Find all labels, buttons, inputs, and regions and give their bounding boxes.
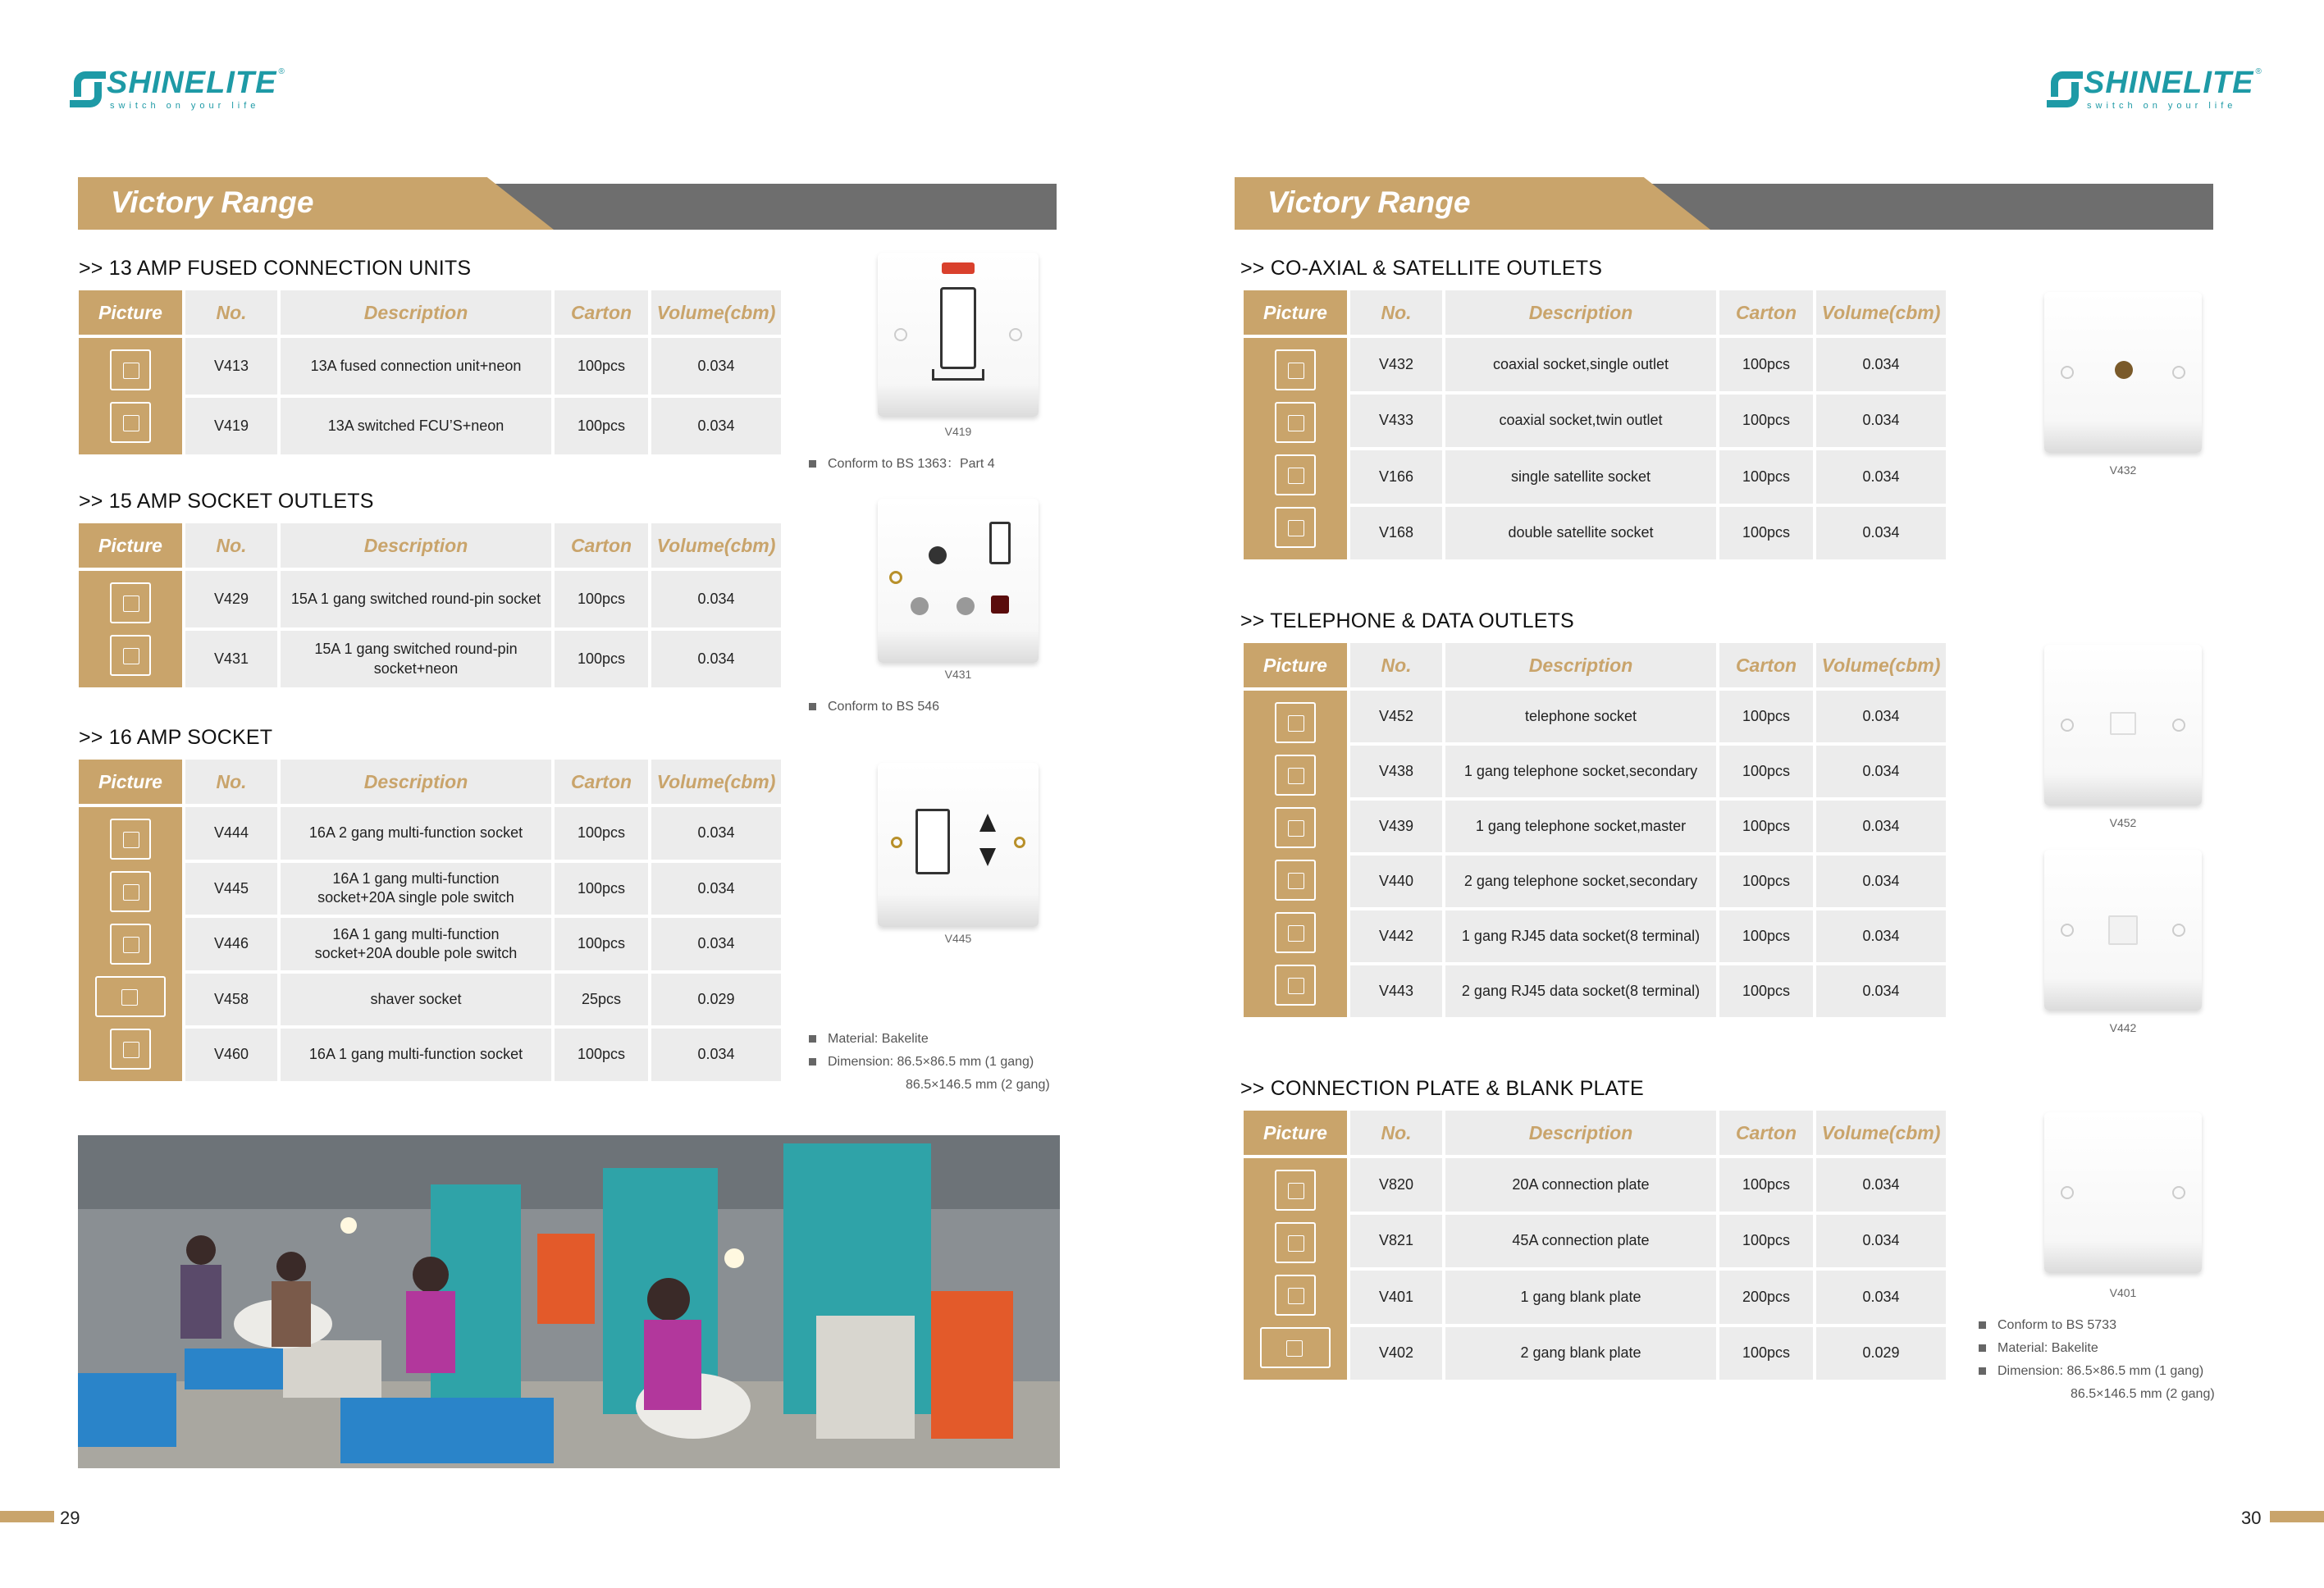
col-volume: Volume(cbm) (1816, 643, 1946, 687)
col-description: Description (1445, 643, 1716, 687)
switch-rocker-icon (989, 522, 1011, 564)
page-number-bar (0, 1511, 54, 1522)
product-caption: V401 (2109, 1286, 2137, 1299)
screw-hole-icon (2061, 719, 2074, 732)
carton: 25pcs (555, 974, 648, 1026)
section-title: >> 13 AMP FUSED CONNECTION UNITS (79, 257, 472, 280)
product-thumbnail-icon (1275, 402, 1316, 443)
description: 1 gang RJ45 data socket(8 terminal) (1445, 910, 1716, 962)
carton: 100pcs (1719, 1215, 1813, 1268)
table-row (1244, 395, 1946, 448)
spec-notes-block (1979, 1314, 2215, 1406)
col-volume: Volume(cbm) (651, 290, 781, 335)
description: 16A 1 gang multi-function socket+20A double pole switch (281, 918, 551, 970)
section-title: >> 15 AMP SOCKET OUTLETS (79, 490, 374, 513)
model-no: V445 (185, 863, 277, 915)
screw-hole-icon (2172, 366, 2185, 379)
col-no: No. (185, 290, 277, 335)
table-row (79, 863, 781, 915)
col-carton: Carton (555, 523, 648, 568)
col-description: Description (1445, 1111, 1716, 1155)
factory-photo (78, 1135, 1060, 1468)
description: 15A 1 gang switched round-pin socket (281, 571, 551, 627)
model-no: V433 (1350, 395, 1442, 448)
carton: 100pcs (1719, 1158, 1813, 1212)
model-no: V452 (1350, 691, 1442, 742)
product-thumbnail-icon (110, 924, 151, 965)
carton: 200pcs (1719, 1271, 1813, 1324)
volume: 0.034 (1816, 691, 1946, 742)
table-row (1244, 338, 1946, 391)
volume: 0.029 (651, 974, 781, 1026)
volume: 0.034 (1816, 395, 1946, 448)
col-no: No. (185, 523, 277, 568)
volume: 0.029 (1816, 1327, 1946, 1380)
banner-title: Victory Range (111, 185, 314, 219)
table-row (1244, 856, 1946, 907)
carton: 100pcs (555, 338, 648, 395)
table-row (79, 631, 781, 687)
screw-hole-icon (2061, 924, 2074, 937)
screw-hole-icon (1009, 328, 1022, 341)
note-text: Conform to BS 546 (828, 700, 940, 714)
table-row (79, 338, 781, 395)
brand-tagline: switch on your life (2087, 101, 2237, 111)
picture-cell (1244, 691, 1347, 1017)
screw-hole-icon (2061, 366, 2074, 379)
model-no: V432 (1350, 338, 1442, 391)
volume: 0.034 (651, 863, 781, 915)
col-carton: Carton (1719, 290, 1813, 335)
model-no: V438 (1350, 746, 1442, 797)
picture-cell (79, 571, 182, 687)
volume: 0.034 (651, 631, 781, 687)
picture-cell (1244, 1158, 1347, 1380)
spec-table-plates (1240, 1107, 1949, 1383)
range-banner-left (78, 177, 1057, 230)
volume: 0.034 (651, 338, 781, 395)
picture-cell (79, 338, 182, 454)
carton: 100pcs (1719, 395, 1813, 448)
telephone-jack-icon (2110, 712, 2136, 735)
brand-name: SHINELITE (2084, 66, 2254, 100)
model-no: V444 (185, 807, 277, 860)
carton: 100pcs (555, 571, 648, 627)
model-no: V413 (185, 338, 277, 395)
col-volume: Volume(cbm) (1816, 290, 1946, 335)
product-image-v442 (2044, 850, 2202, 1011)
table-row (1244, 801, 1946, 852)
description: coaxial socket,twin outlet (1445, 395, 1716, 448)
product-thumbnail-icon (110, 871, 151, 912)
section-title: >> 16 AMP SOCKET (79, 726, 273, 749)
product-thumbnail-icon (1275, 349, 1316, 390)
volume: 0.034 (651, 1029, 781, 1081)
col-picture: Picture (1244, 1111, 1347, 1155)
carton: 100pcs (1719, 856, 1813, 907)
model-no: V443 (1350, 965, 1442, 1017)
model-no: V429 (185, 571, 277, 627)
product-thumbnail-icon (1275, 507, 1316, 548)
carton: 100pcs (555, 398, 648, 454)
product-thumbnail-icon (110, 819, 151, 860)
description: 1 gang blank plate (1445, 1271, 1716, 1324)
table-row (1244, 965, 1946, 1017)
volume: 0.034 (1816, 1215, 1946, 1268)
model-no: V402 (1350, 1327, 1442, 1380)
product-thumbnail-icon (1275, 1222, 1316, 1263)
spec-note (809, 696, 939, 719)
description: 16A 1 gang multi-function socket+20A single pole switch (281, 863, 551, 915)
logo-icon (74, 71, 102, 107)
spec-table-15a (75, 520, 784, 691)
col-picture: Picture (79, 290, 182, 335)
product-thumbnail-icon (1275, 965, 1316, 1006)
section-title: >> TELEPHONE & DATA OUTLETS (1240, 609, 1574, 632)
product-thumbnail-icon (1275, 454, 1316, 495)
model-no: V820 (1350, 1158, 1442, 1212)
col-no: No. (1350, 1111, 1442, 1155)
product-image-v432 (2044, 292, 2202, 453)
volume: 0.034 (1816, 450, 1946, 504)
product-thumbnail-icon (95, 976, 166, 1017)
table-row (79, 807, 781, 860)
carton: 100pcs (555, 863, 648, 915)
screw-hole-icon (2172, 924, 2185, 937)
col-carton: Carton (1719, 643, 1813, 687)
volume: 0.034 (1816, 1271, 1946, 1324)
volume: 0.034 (1816, 746, 1946, 797)
note-text: Material: Bakelite (1998, 1341, 2098, 1355)
volume: 0.034 (1816, 801, 1946, 852)
model-no: V446 (185, 918, 277, 970)
model-no: V821 (1350, 1215, 1442, 1268)
screw-hole-icon (1014, 837, 1025, 848)
table-row (79, 398, 781, 454)
col-no: No. (185, 760, 277, 804)
model-no: V439 (1350, 801, 1442, 852)
page-number: 29 (60, 1508, 80, 1528)
carton: 100pcs (1719, 801, 1813, 852)
col-volume: Volume(cbm) (651, 760, 781, 804)
spec-table-13a (75, 287, 784, 458)
product-caption: V442 (2109, 1021, 2137, 1034)
carton: 100pcs (555, 1029, 648, 1081)
volume: 0.034 (651, 398, 781, 454)
picture-cell (79, 807, 182, 1081)
model-no: V458 (185, 974, 277, 1026)
product-thumbnail-icon (110, 635, 151, 676)
picture-cell (1244, 338, 1347, 559)
product-thumbnail-icon (110, 349, 151, 390)
col-volume: Volume(cbm) (1816, 1111, 1946, 1155)
description: shaver socket (281, 974, 551, 1026)
screw-hole-icon (889, 571, 902, 584)
product-thumbnail-icon (110, 402, 151, 443)
volume: 0.034 (1816, 507, 1946, 560)
product-caption: V445 (944, 932, 972, 945)
model-no: V166 (1350, 450, 1442, 504)
registered-mark: ® (278, 67, 285, 76)
col-volume: Volume(cbm) (651, 523, 781, 568)
rj45-jack-icon (2108, 915, 2138, 945)
carton: 100pcs (1719, 1327, 1813, 1380)
spec-note (809, 453, 995, 476)
col-description: Description (281, 523, 551, 568)
table-row (79, 571, 781, 627)
description: 15A 1 gang switched round-pin socket+neon (281, 631, 551, 687)
model-no: V401 (1350, 1271, 1442, 1324)
col-no: No. (1350, 643, 1442, 687)
table-row (79, 974, 781, 1026)
description: 2 gang telephone socket,secondary (1445, 856, 1716, 907)
description: 2 gang RJ45 data socket(8 terminal) (1445, 965, 1716, 1017)
model-no: V440 (1350, 856, 1442, 907)
range-banner-right (1235, 177, 2213, 230)
description: 13A fused connection unit+neon (281, 338, 551, 395)
socket-pin-icon (957, 597, 975, 615)
model-no: V431 (185, 631, 277, 687)
carton: 100pcs (1719, 691, 1813, 742)
carton: 100pcs (1719, 965, 1813, 1017)
note-text: Dimension: 86.5×86.5 mm (1 gang) (828, 1055, 1034, 1069)
description: 2 gang blank plate (1445, 1327, 1716, 1380)
product-caption: V452 (2109, 816, 2137, 829)
spec-notes-block (809, 1028, 1050, 1097)
product-thumbnail-icon (110, 1029, 151, 1070)
factory-photo-illustration (78, 1135, 1060, 1468)
brand-name: SHINELITE (107, 66, 277, 100)
product-thumbnail-icon (110, 582, 151, 623)
spec-table-coaxial (1240, 287, 1949, 563)
volume: 0.034 (1816, 910, 1946, 962)
product-caption: V431 (944, 668, 972, 681)
product-image-v452 (2044, 645, 2202, 805)
description: 13A switched FCU’S+neon (281, 398, 551, 454)
table-row (1244, 450, 1946, 504)
banner-title: Victory Range (1267, 185, 1471, 219)
screw-hole-icon (894, 328, 907, 341)
col-picture: Picture (1244, 290, 1347, 335)
carton: 100pcs (555, 918, 648, 970)
neon-indicator-icon (942, 262, 975, 274)
spec-table-telephone (1240, 640, 1949, 1020)
model-no: V168 (1350, 507, 1442, 560)
model-no: V419 (185, 398, 277, 454)
brand-tagline: switch on your life (110, 101, 260, 111)
product-thumbnail-icon (1275, 1170, 1316, 1211)
carton: 100pcs (555, 807, 648, 860)
product-thumbnail-icon (1275, 860, 1316, 901)
col-carton: Carton (555, 760, 648, 804)
fuse-holder-icon (932, 369, 984, 381)
product-image-v431 (878, 499, 1039, 663)
page-number: 30 (2241, 1508, 2262, 1528)
table-row (1244, 507, 1946, 560)
carton: 100pcs (1719, 746, 1813, 797)
col-description: Description (1445, 290, 1716, 335)
spec-table-16a (75, 756, 784, 1084)
product-thumbnail-icon (1275, 807, 1316, 848)
description: 1 gang telephone socket,secondary (1445, 746, 1716, 797)
volume: 0.034 (1816, 856, 1946, 907)
table-row (1244, 1327, 1946, 1380)
registered-mark: ® (2255, 67, 2262, 76)
description: double satellite socket (1445, 507, 1716, 560)
product-image-v401 (2044, 1112, 2202, 1273)
note-text: Dimension: 86.5×86.5 mm (1 gang) (1998, 1364, 2204, 1378)
table-row (1244, 691, 1946, 742)
product-thumbnail-icon (1275, 1275, 1316, 1316)
logo-icon (2051, 71, 2079, 107)
note-text: Conform to BS 5733 (1998, 1318, 2116, 1332)
product-caption: V432 (2109, 463, 2137, 477)
coaxial-connector-icon (2115, 361, 2133, 379)
note-text: Conform to BS 1363：Part 4 (828, 457, 995, 471)
volume: 0.034 (1816, 1158, 1946, 1212)
description: 1 gang telephone socket,master (1445, 801, 1716, 852)
switch-rocker-icon (940, 287, 976, 369)
col-picture: Picture (79, 760, 182, 804)
table-row (1244, 1215, 1946, 1268)
brand-logo-right (2051, 67, 2262, 111)
description: 20A connection plate (1445, 1158, 1716, 1212)
product-image-v419 (878, 253, 1039, 417)
description: single satellite socket (1445, 450, 1716, 504)
product-thumbnail-icon (1260, 1327, 1331, 1368)
model-no: V460 (185, 1029, 277, 1081)
note-text: 86.5×146.5 mm (2 gang) (2071, 1387, 2215, 1401)
description: 45A connection plate (1445, 1215, 1716, 1268)
section-title: >> CO-AXIAL & SATELLITE OUTLETS (1240, 257, 1603, 280)
socket-pin-icon (979, 814, 996, 832)
carton: 100pcs (1719, 338, 1813, 391)
product-thumbnail-icon (1275, 702, 1316, 743)
screw-hole-icon (891, 837, 902, 848)
model-no: V442 (1350, 910, 1442, 962)
screw-hole-icon (2172, 719, 2185, 732)
product-thumbnail-icon (1275, 912, 1316, 953)
screw-hole-icon (2061, 1186, 2074, 1199)
product-thumbnail-icon (1275, 755, 1316, 796)
col-picture: Picture (79, 523, 182, 568)
volume: 0.034 (1816, 338, 1946, 391)
col-carton: Carton (1719, 1111, 1813, 1155)
col-description: Description (281, 290, 551, 335)
screw-hole-icon (2172, 1186, 2185, 1199)
socket-pin-icon (911, 597, 929, 615)
volume: 0.034 (651, 807, 781, 860)
col-no: No. (1350, 290, 1442, 335)
socket-pin-icon (979, 848, 996, 866)
carton: 100pcs (1719, 910, 1813, 962)
carton: 100pcs (1719, 450, 1813, 504)
note-text: 86.5×146.5 mm (2 gang) (906, 1078, 1050, 1092)
socket-pin-icon (929, 546, 947, 564)
description: telephone socket (1445, 691, 1716, 742)
table-row (79, 918, 781, 970)
carton: 100pcs (555, 631, 648, 687)
col-carton: Carton (555, 290, 648, 335)
carton: 100pcs (1719, 507, 1813, 560)
description: coaxial socket,single outlet (1445, 338, 1716, 391)
section-title: >> CONNECTION PLATE & BLANK PLATE (1240, 1077, 1644, 1100)
volume: 0.034 (1816, 965, 1946, 1017)
description: 16A 1 gang multi-function socket (281, 1029, 551, 1081)
page-number-bar (2270, 1511, 2324, 1522)
volume: 0.034 (651, 571, 781, 627)
note-text: Material: Bakelite (828, 1032, 929, 1046)
table-row (1244, 1271, 1946, 1324)
product-caption: V419 (944, 425, 972, 438)
table-row (1244, 910, 1946, 962)
product-image-v445 (878, 763, 1039, 927)
neon-indicator-icon (991, 596, 1009, 614)
col-picture: Picture (1244, 643, 1347, 687)
table-row (79, 1029, 781, 1081)
description: 16A 2 gang multi-function socket (281, 807, 551, 860)
switch-rocker-icon (915, 809, 950, 874)
table-row (1244, 1158, 1946, 1212)
col-description: Description (281, 760, 551, 804)
table-row (1244, 746, 1946, 797)
volume: 0.034 (651, 918, 781, 970)
brand-logo-left (74, 67, 285, 111)
